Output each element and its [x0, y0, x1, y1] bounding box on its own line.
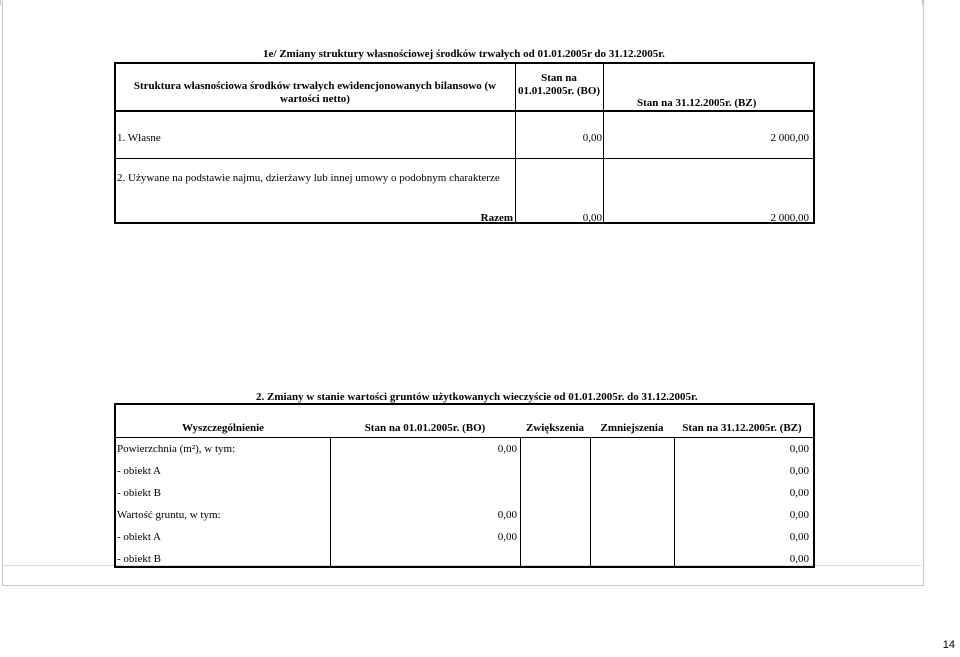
- header-ownership: Struktura własnościowa środków trwałych ewidencjonowanych bilansowo (w wartości netto): [133, 80, 497, 105]
- row-label: 1. Własne: [117, 132, 161, 144]
- row-bz: 0,00: [789, 465, 809, 477]
- header-bz: Stan na 31.12.2005r. (BZ): [637, 97, 757, 109]
- row-bz: 0,00: [789, 443, 809, 455]
- row-label: - obiekt A: [117, 465, 161, 477]
- col-header-description: Wyszczególnienie: [181, 422, 265, 434]
- col-header-bz: Stan na 31.12.2005r. (BZ): [682, 422, 802, 434]
- row-label: 2. Używane na podstawie najmu, dzierżawy lub innej umowy o podobnym charakterze: [117, 172, 500, 184]
- row-bo: 0,00: [497, 531, 517, 543]
- grid-line: [0, 0, 1, 5]
- page-number: 14: [942, 639, 955, 651]
- row-bz: 0,00: [789, 509, 809, 521]
- row-bz: 0,00: [789, 531, 809, 543]
- col-header-bo: Stan na 01.01.2005r. (BO): [364, 422, 486, 434]
- row-label: Powierzchnia (m²), w tym:: [117, 443, 236, 455]
- row-bz: 0,00: [789, 553, 809, 565]
- row-label: - obiekt B: [117, 553, 161, 565]
- total-bz: 2 000,00: [770, 212, 809, 224]
- row-bo: 0,00: [497, 509, 517, 521]
- row-label: Wartość gruntu, w tym:: [117, 509, 221, 521]
- col-header-increase: Zwiększenia: [525, 422, 585, 434]
- row-bz: 0,00: [789, 487, 809, 499]
- row-bo: 0,00: [582, 132, 602, 144]
- row-bo: 0,00: [497, 443, 517, 455]
- row-label: - obiekt A: [117, 531, 161, 543]
- total-label: Razem: [480, 212, 513, 224]
- row-label: - obiekt B: [117, 487, 161, 499]
- row-bz: 2 000,00: [770, 132, 809, 144]
- total-bo: 0,00: [582, 212, 602, 224]
- section1-title: 1e/ Zmiany struktury własnościowej środków trwałych od 01.01.2005r do 31.12.2005r.: [263, 48, 665, 60]
- section2-title: 2. Zmiany w stanie wartości gruntów użytkowanych wieczyście od 01.01.2005r. do 31.12.2005r.: [256, 391, 698, 403]
- grid-line: [922, 0, 923, 5]
- col-header-decrease: Zmniejszenia: [600, 422, 664, 434]
- header-bo: Stan na 01.01.2005r. (BO): [517, 72, 601, 97]
